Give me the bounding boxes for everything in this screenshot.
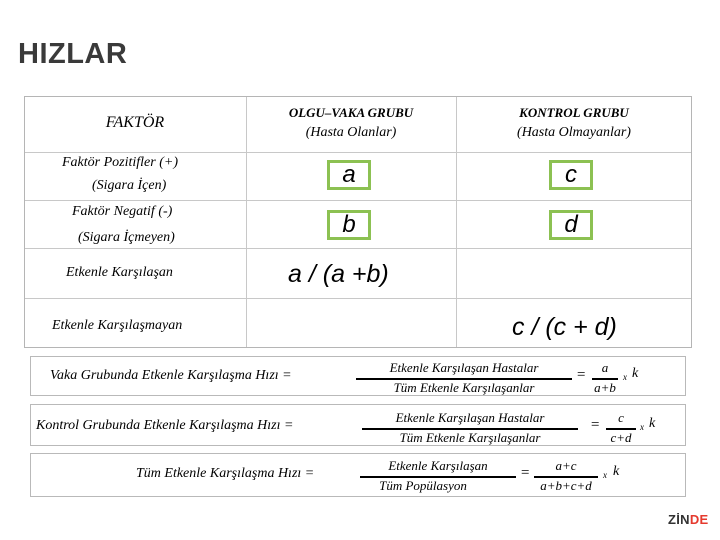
formula-total-denominator: Tüm Popülasyon (379, 478, 467, 493)
formula-case-k: k (632, 366, 639, 381)
formula-control-short-num: c (618, 410, 624, 425)
formula-case-short-den: a+b (594, 380, 616, 395)
table-divider-row2 (25, 248, 691, 249)
formula-total-short-num: a+c (555, 458, 577, 473)
formula-total-equals: = (520, 465, 531, 481)
formula-control-equals: = (590, 417, 601, 433)
formula-control-denominator: Tüm Etkenle Karşılaşanlar (399, 430, 541, 445)
table-divider-row3 (25, 298, 691, 299)
cell-b: b (327, 210, 371, 240)
cell-a: a (327, 160, 371, 190)
row-exposed-label: Etkenle Karşılaşan (66, 265, 173, 280)
formula-case-label: Vaka Grubunda Etkenle Karşılaşma Hızı = (50, 368, 292, 383)
header-control-group: KONTROL GRUBU (519, 105, 629, 120)
formula-total-label: Tüm Etkenle Karşılaşma Hızı = (136, 466, 315, 481)
slide-title: HIZLAR (18, 38, 128, 70)
formula-case-denominator: Tüm Etkenle Karşılaşanlar (393, 380, 535, 395)
formula-control-k: k (649, 416, 656, 431)
header-case-group: OLGU–VAKA GRUBU (288, 105, 414, 120)
formula-control-numerator: Etkenle Karşılaşan Hastalar (395, 410, 545, 425)
formula-control-label: Kontrol Grubunda Etkenle Karşılaşma Hızı = (36, 418, 294, 433)
formula-control-mult: x (640, 422, 644, 432)
zinde-logo (668, 512, 709, 527)
row-unexposed-label: Etkenle Karşılaşmayan (52, 318, 183, 333)
header-factor: FAKTÖR (105, 114, 165, 131)
row-negative-sub: (Sigara İçmeyen) (78, 230, 175, 245)
table-divider-header (25, 152, 691, 153)
table-divider-row1 (25, 200, 691, 201)
formula-control-short-den: c+d (610, 430, 632, 445)
row-positive-label: Faktör Pozitifler (+) (62, 155, 178, 170)
formula-total-mult: x (603, 470, 607, 480)
formula-case-equals: = (576, 367, 587, 383)
formula-case-mult: x (623, 372, 627, 382)
logo-de: DE (689, 512, 709, 527)
formula-case-short-num: a (601, 360, 609, 375)
cell-c: c (549, 160, 593, 190)
formula-case-numerator: Etkenle Karşılaşan Hastalar (389, 360, 539, 375)
exposed-rate: a / (a +b) (288, 260, 389, 288)
row-positive-sub: (Sigara İçen) (92, 178, 167, 193)
header-control-group-sub: (Hasta Olmayanlar) (517, 125, 631, 140)
formula-total-short-den: a+b+c+d (540, 478, 592, 493)
row-negative-label: Faktör Negatif (-) (72, 204, 173, 219)
logo-zin: ZİN (668, 512, 690, 527)
cell-d: d (549, 210, 593, 240)
unexposed-rate: c / (c + d) (512, 313, 617, 341)
formula-total-k: k (613, 464, 620, 479)
formula-total-numerator: Etkenle Karşılaşan (388, 458, 488, 473)
header-case-group-sub: (Hasta Olanlar) (305, 125, 397, 140)
